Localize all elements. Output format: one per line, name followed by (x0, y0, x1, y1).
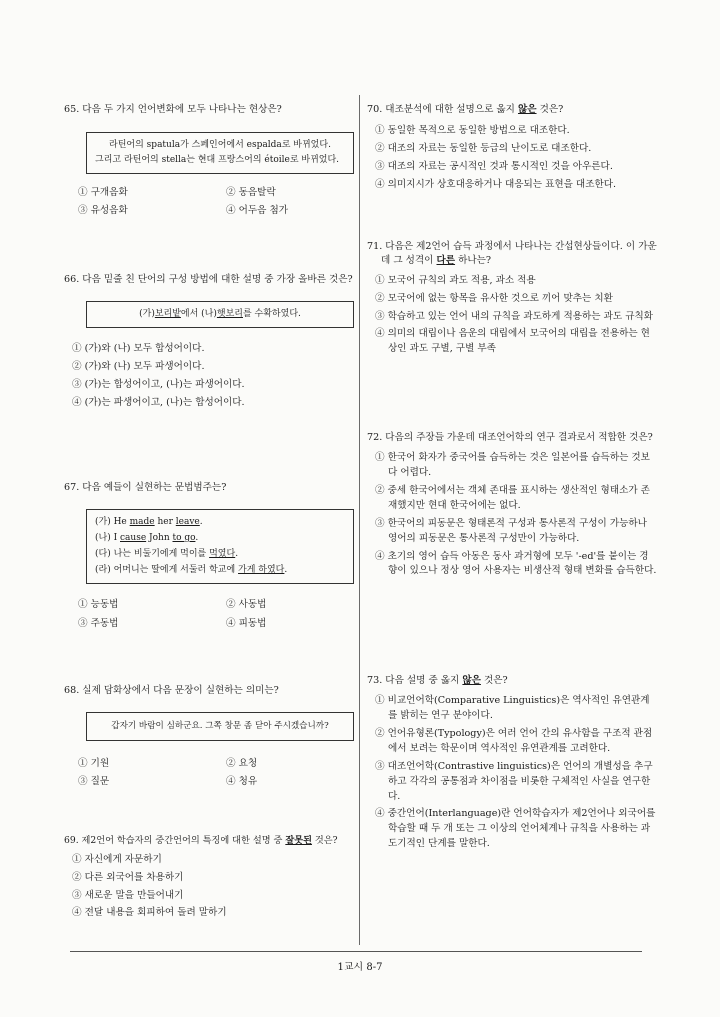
option-3[interactable]: ③ (가)는 합성어이고, (나)는 파생어이다. (72, 378, 245, 390)
question-70 (367, 103, 657, 196)
question-67-stem: 67. 다음 예들이 실현하는 문법범주는? (64, 482, 227, 493)
stem-text: 71. 다음은 제2언어 습득 과정에서 나타나는 간섭현상들이다. 이 가운데 그 성격이 (367, 241, 657, 267)
ex-text: her (154, 517, 176, 528)
option-3[interactable]: ③ 새로운 말을 만들어내기 (72, 889, 184, 901)
option-4[interactable]: ④ (가)는 파생어이고, (나)는 합성어이다. (72, 396, 245, 408)
stem-text: 69. 제2언어 학습자의 중간언어의 특징에 대한 설명 중 (64, 835, 286, 846)
option-3[interactable]: ③ 대조언어학(Contrastive linguistics)은 언어의 개별성을 추구하고 각각의 공통점과 차이점을 비롯한 구체적인 사실을 연구한다. (375, 760, 653, 802)
option-1[interactable]: ① 자신에게 자문하기 (72, 853, 162, 865)
option-2[interactable]: ② 대조의 자료는 동일한 등급의 난이도로 대조한다. (375, 143, 592, 155)
ex-text: . (284, 564, 288, 575)
example-line: 라틴어의 spatula가 스페인어에서 espalda로 바뀌었다. (109, 140, 331, 151)
ex-text: John (146, 533, 173, 544)
option-2[interactable]: ② 언어유형론(Typology)은 여러 언어 간의 유사함을 구조적 관점에서 보려는 학문이며 역사적인 유연관계를 고려한다. (375, 728, 653, 754)
stem-text: 것은? (480, 675, 508, 686)
example-b (95, 531, 345, 547)
underlined-word: leave (175, 517, 200, 528)
mark-na: (나) (201, 309, 217, 320)
question-67-options (78, 598, 354, 631)
option-2[interactable]: ② 사동법 (226, 599, 267, 611)
option-4[interactable]: ④ 의미지시가 상호대응하거나 대응되는 표현을 대조한다. (375, 178, 617, 190)
mark-ga: (가) (139, 309, 155, 320)
ex-text: (나) I (95, 533, 120, 544)
question-65-stem: 65. 다음 두 가지 언어변화에 모두 나타나는 현상은? (64, 104, 282, 115)
question-67 (64, 481, 354, 631)
question-71 (367, 240, 657, 360)
left-column (64, 0, 354, 950)
box-text: 에서 (180, 309, 202, 320)
option-2[interactable]: ② 동음탈락 (226, 187, 276, 199)
ex-text: (라) 어머니는 딸에게 서둘러 학교에 (95, 564, 239, 575)
underlined-word: to go (172, 533, 196, 544)
ex-text: (다) 나는 비둘기에게 먹이를 (95, 548, 210, 559)
question-66-options (72, 342, 354, 410)
question-67-example-box (86, 509, 354, 584)
emphasis-word: 않은 (462, 675, 481, 686)
question-70-options (375, 124, 657, 192)
option-1[interactable]: ① 구개음화 (78, 187, 128, 199)
stem-text: 70. 대조분석에 대한 설명으로 옳지 (367, 104, 518, 115)
question-72-stem: 72. 다음의 주장들 가운데 대조언어학의 연구 결과로서 적합한 것은? (367, 432, 653, 443)
question-68 (64, 684, 354, 789)
example-line: 그리고 라틴어의 stella는 현대 프랑스어의 étoile로 바뀌었다. (95, 155, 340, 166)
footer-rule (70, 951, 642, 952)
ex-text: . (195, 533, 199, 544)
example-c (95, 547, 345, 563)
question-69-options (72, 853, 354, 921)
box-text: 를 수확하였다. (242, 309, 301, 320)
option-3[interactable]: ③ 질문 (78, 775, 110, 787)
question-66 (64, 273, 354, 414)
option-4[interactable]: ④ 초기의 영어 습득 아동은 동사 과거형에 모두 '-ed'를 붙이는 경향이 있으나 정상 영어 사용자는 비생산적 형태 변화를 습득한다. (375, 550, 657, 577)
underlined-word: 먹였다 (209, 548, 236, 559)
underlined-word: 햇보리 (216, 309, 243, 320)
option-1[interactable]: ① 비교언어학(Comparative Linguistics)은 역사적인 유연관계를 밝히는 연구 분야이다. (375, 695, 650, 722)
page-number: 1교시 8-7 (337, 962, 383, 973)
question-68-options (78, 757, 354, 790)
option-4[interactable]: ④ 청유 (226, 775, 258, 787)
stem-text: 73. 다음 설명 중 옳지 (367, 675, 463, 686)
emphasis-word: 않은 (517, 104, 537, 115)
question-72-options (375, 451, 657, 579)
question-68-stem: 68. 실제 담화상에서 다음 문장이 실현하는 의미는? (64, 685, 279, 696)
option-1[interactable]: ① 동일한 목적으로 동일한 방법으로 대조한다. (375, 125, 570, 137)
option-3[interactable]: ③ 대조의 자료는 공시적인 것과 통시적인 것을 아우른다. (375, 161, 613, 173)
question-65-example-box (86, 132, 354, 174)
question-69-stem (64, 834, 354, 848)
option-2[interactable]: ② 중세 한국어에서는 객체 존대를 표시하는 생산적인 형태소가 존재했지만 현대 한국어에는 없다. (375, 485, 650, 511)
question-71-stem (367, 240, 657, 269)
option-4[interactable]: ④ 중간언어(Interlanguage)란 언어학습자가 제2언어나 외국어를 학습할 때 두 개 또는 그 이상의 언어체계나 규칙을 사용하는 과도기적인 단계를 말한다. (375, 808, 656, 850)
ex-text: (가) He (95, 517, 130, 528)
underlined-word: cause (120, 533, 147, 544)
question-70-stem (367, 103, 657, 117)
question-71-options (375, 274, 657, 357)
option-2[interactable]: ② (가)와 (나) 모두 파생어이다. (72, 361, 205, 373)
question-73 (367, 674, 657, 855)
question-66-example-box (86, 301, 354, 328)
question-65-options (78, 186, 354, 219)
option-3[interactable]: ③ 한국어의 피동문은 형태론적 구성과 통사론적 구성이 가능하나 영어의 피동문은 통사론적 구성만이 가능하다. (375, 517, 647, 544)
column-divider (359, 95, 360, 945)
ex-text: . (235, 548, 239, 559)
question-69 (64, 834, 354, 924)
stem-text: 것은? (536, 104, 564, 115)
question-66-stem: 66. 다음 밑줄 친 단어의 구성 방법에 대한 설명 중 가장 올바른 것은? (64, 274, 353, 285)
option-1[interactable]: ① 기원 (78, 757, 110, 769)
emphasis-word: 잘못된 (285, 835, 312, 846)
example-a (95, 515, 345, 531)
option-4[interactable]: ④ 어두음 첨가 (226, 205, 289, 217)
underlined-word: made (129, 517, 155, 528)
option-4[interactable]: ④ 의미의 대립이나 음운의 대립에서 모국어의 대립을 전용하는 현상인 과도 구별, 구별 부족 (375, 328, 650, 355)
underlined-word: 가게 하였다 (238, 564, 285, 575)
option-3[interactable]: ③ 주동법 (78, 617, 119, 629)
option-4[interactable]: ④ 피동법 (226, 617, 267, 629)
option-2[interactable]: ② 요청 (226, 757, 258, 769)
option-4[interactable]: ④ 전달 내용을 회피하여 돌려 말하기 (72, 907, 227, 919)
ex-text: . (199, 517, 203, 528)
option-2[interactable]: ② 다른 외국어를 차용하기 (72, 871, 184, 883)
stem-text: 것은? (311, 835, 338, 846)
option-1[interactable]: ① 능동법 (78, 599, 119, 611)
question-73-stem (367, 674, 657, 688)
underlined-word: 보리밭 (154, 309, 181, 320)
stem-text: 하나는? (455, 255, 492, 267)
emphasis-word: 다른 (436, 255, 456, 267)
right-column (367, 0, 657, 950)
option-1[interactable]: ① 모국어 규칙의 과도 적용, 과소 적용 (375, 274, 536, 286)
question-72 (367, 431, 657, 582)
option-2[interactable]: ② 모국어에 없는 항목을 유사한 것으로 끼어 맞추는 치환 (375, 292, 613, 304)
question-73-options (375, 694, 657, 852)
option-1[interactable]: ① (가)와 (나) 모두 합성어이다. (72, 343, 205, 355)
option-3[interactable]: ③ 학습하고 있는 언어 내의 규칙을 과도하게 적용하는 과도 규칙화 (375, 310, 653, 322)
option-3[interactable]: ③ 유성음화 (78, 205, 128, 217)
example-d (95, 563, 345, 579)
question-68-example-box: 갑자기 바람이 심하군요. 그쪽 창문 좀 닫아 주시겠습니까? (86, 712, 354, 740)
option-1[interactable]: ① 한국어 화자가 중국어를 습득하는 것은 일본어를 습득하는 것보다 어렵다. (375, 452, 650, 479)
question-65 (64, 103, 354, 219)
